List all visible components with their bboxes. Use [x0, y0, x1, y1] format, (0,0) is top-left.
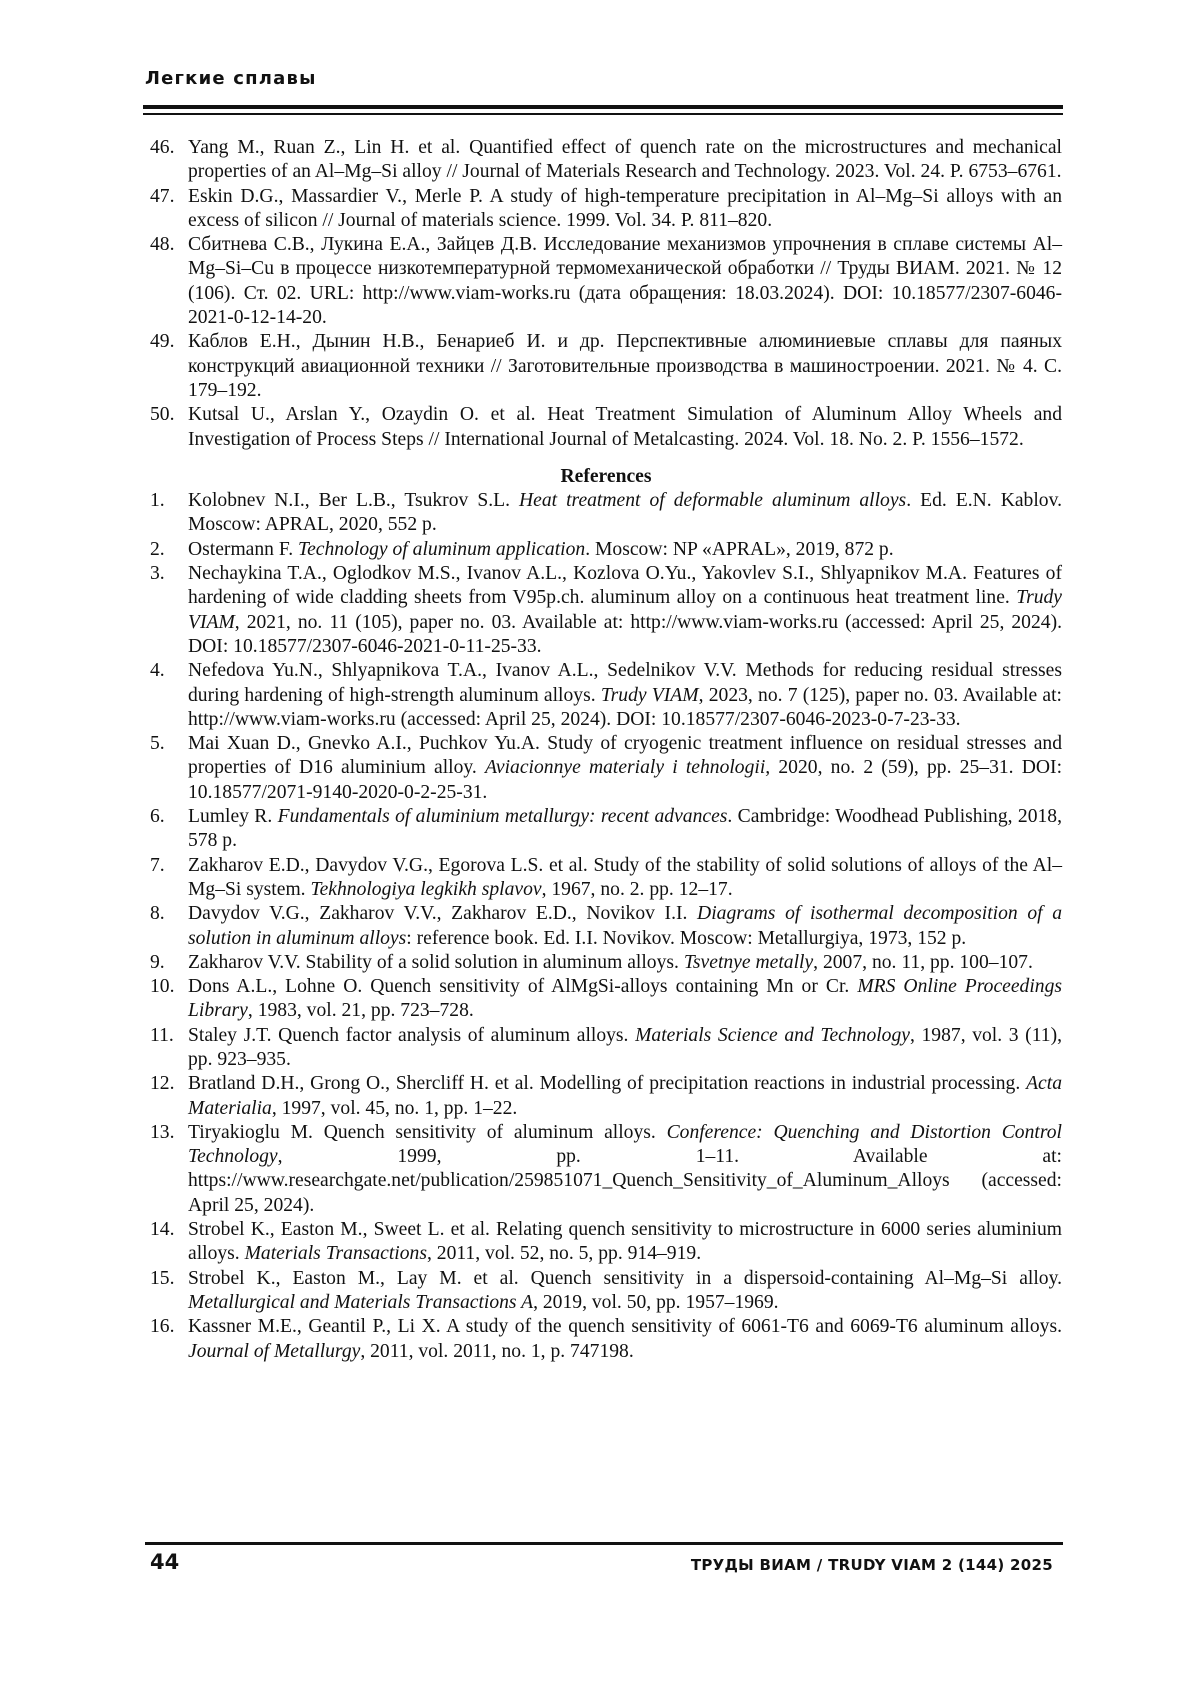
reference-text-segment: Сбитнева С.В., Лукина Е.А., Зайцев Д.В. Исследование механизмов упрочнения в сплаве системы Al–Mg–Si–Cu в процессе низкотемпературной термомеханической обработки // Труды ВИАМ. 2021. № 12 (106). Ст. 02. URL: http://www.viam-works.ru (дата обращения: 18.03.2024). DOI: 10.18577/2307-6046-2021-0-12-14-20.: [188, 234, 1062, 329]
reference-text: [188, 854, 1062, 903]
reference-number: 8.: [150, 903, 165, 925]
reference-source-title: Materials Transactions: [244, 1243, 427, 1265]
reference-source-title: Acta Materialia: [188, 1073, 1062, 1119]
reference-text: [188, 185, 1062, 234]
reference-text: [188, 902, 1062, 951]
reference-text-segment: , 1997, vol. 45, no. 1, pp. 1–22.: [271, 1097, 518, 1119]
reference-text-segment: , 1983, vol. 21, pp. 723–728.: [247, 1000, 474, 1022]
reference-source-title: Technology of aluminum application: [298, 538, 586, 560]
reference-number: 14.: [150, 1219, 175, 1241]
reference-text-segment: . Moscow: NP «APRAL», 2019, 872 p.: [585, 538, 894, 560]
reference-list-english: [150, 489, 1062, 1364]
reference-item: [150, 403, 1062, 452]
reference-item: [150, 732, 1062, 805]
reference-number: 15.: [150, 1267, 175, 1289]
reference-item: [150, 185, 1062, 234]
reference-source-title: Fundamentals of aluminium metallurgy: recent advances: [277, 806, 728, 828]
reference-item: [150, 902, 1062, 951]
reference-item: [150, 1315, 1062, 1364]
reference-text-segment: , 2011, vol. 2011, no. 1, p. 747198.: [360, 1340, 634, 1362]
journal-footer: ТРУДЫ ВИАМ / TRUDY VIAM 2 (144) 2025: [690, 1556, 1053, 1574]
reference-text-segment: Yang M., Ruan Z., Lin H. et al. Quantified effect of quench rate on the microstructures and mechanical properties of an Al–Mg–Si alloy // Journal of Materials Research and Technology. 2023. Vol. 24. P. 6753–6761.: [188, 137, 1062, 183]
reference-source-title: MRS Online Proceedings Library: [188, 976, 1062, 1022]
reference-number: 4.: [150, 660, 165, 682]
reference-item: [150, 951, 1062, 975]
reference-item: [150, 538, 1062, 562]
reference-text-segment: Lumley R.: [188, 806, 278, 828]
reference-number: 11.: [150, 1024, 174, 1046]
reference-text-segment: Kassner M.E., Geantil P., Li X. A study of the quench sensitivity of 6061-T6 and 6069-T6 aluminum alloys.: [188, 1316, 1062, 1338]
reference-source-title: Aviacionnye materialy i tehnologii,: [485, 757, 771, 779]
reference-number: 16.: [150, 1316, 175, 1338]
references-content: [150, 136, 1062, 1364]
reference-text-segment: Zakharov V.V. Stability of a solid solution in aluminum alloys.: [188, 951, 684, 973]
reference-text: [188, 1121, 1062, 1218]
reference-text-segment: , 1999, pp. 1–11. Available at: https://www.researchgate.net/publication/259851071_Quench_Sensitivity_of_Aluminum_Alloys (accessed: April 25, 2024).: [188, 1146, 1062, 1216]
reference-text-segment: , 2019, vol. 50, pp. 1957–1969.: [533, 1291, 779, 1313]
reference-text-segment: Kutsal U., Arslan Y., Ozaydin O. et al. Heat Treatment Simulation of Aluminum Alloy Wheels and Investigation of Process Steps // International Journal of Metalcasting. 2024. Vol. 18. No. 2. P. 1556–1572.: [188, 404, 1062, 450]
reference-item: [150, 489, 1062, 538]
reference-text-segment: , 2021, no. 11 (105), paper no. 03. Available at: http://www.viam-works.ru (accessed: April 25, 2024). DOI: 10.18577/2307-6046-2021-0-11-25-33.: [188, 611, 1062, 657]
reference-text: [188, 805, 1062, 854]
reference-text: [188, 403, 1062, 452]
reference-text: [188, 732, 1062, 805]
reference-source-title: Tsvetnye metally: [683, 951, 814, 973]
reference-number: 2.: [150, 538, 165, 560]
reference-number: 48.: [150, 234, 175, 256]
reference-text-segment: Bratland D.H., Grong O., Shercliff H. et al. Modelling of precipitation reactions in industrial processing.: [188, 1073, 1027, 1095]
reference-item: [150, 1121, 1062, 1218]
reference-text: [188, 136, 1062, 185]
reference-text-segment: Dons A.L., Lohne O. Quench sensitivity of AlMgSi-alloys containing Mn or Cr.: [188, 976, 858, 998]
reference-source-title: Trudy VIAM: [600, 684, 699, 706]
reference-number: 47.: [150, 185, 175, 207]
reference-text-segment: Strobel K., Easton M., Lay M. et al. Quench sensitivity in a dispersoid-containing Al–Mg–Si alloy.: [188, 1267, 1062, 1289]
reference-text: [188, 489, 1062, 538]
reference-number: 1.: [150, 490, 165, 512]
reference-text-segment: 2020, no. 2 (59), pp. 25–31. DOI: 10.18577/2071-9140-2020-0-2-25-31.: [188, 757, 1063, 803]
reference-source-title: Diagrams of isothermal decomposition of a solution in aluminum alloys: [188, 903, 1063, 949]
reference-text: [188, 1267, 1062, 1316]
reference-source-title: Heat treatment of deformable aluminum alloys: [519, 490, 907, 512]
reference-text: [188, 233, 1062, 330]
reference-number: 12.: [150, 1073, 175, 1095]
reference-text-segment: , 2007, no. 11, pp. 100–107.: [813, 951, 1033, 973]
reference-source-title: Metallurgical and Materials Transactions A: [188, 1291, 534, 1313]
reference-text-segment: Strobel K., Easton M., Sweet L. et al. Relating quench sensitivity to microstructure in 6000 series aluminium alloys.: [188, 1219, 1062, 1265]
reference-text: [188, 1024, 1062, 1073]
reference-item: [150, 562, 1062, 659]
reference-number: 46.: [150, 137, 175, 158]
reference-text-segment: Ostermann F.: [188, 538, 298, 560]
reference-source-title: Tekhnologiya legkikh splavov: [310, 878, 542, 900]
reference-source-title: Conference: Quenching and Distortion Control Technology: [188, 1121, 1062, 1168]
reference-text-segment: Nechaykina T.A., Oglodkov M.S., Ivanov A.L., Kozlova O.Yu., Yakovlev S.I., Shlyapnikov M.A. Features of hardening of wide cladding sheets from V95p.ch. aluminum alloy on a continuous heat treatment line.: [188, 563, 1062, 609]
reference-text-segment: , 2011, vol. 52, no. 5, pp. 914–919.: [426, 1243, 702, 1265]
reference-number: 9.: [150, 951, 165, 973]
reference-number: 5.: [150, 733, 165, 755]
reference-text-segment: . Cambridge: Woodhead Publishing, 2018, 578 p.: [188, 806, 1062, 852]
reference-text-segment: , 1967, no. 2. pp. 12–17.: [541, 878, 733, 900]
reference-text-segment: Mai Xuan D., Gnevko A.I., Puchkov Yu.A. Study of cryogenic treatment influence on residual stresses and properties of D16 aluminium alloy.: [188, 733, 1062, 779]
reference-item: [150, 1024, 1062, 1073]
reference-item: [150, 330, 1062, 403]
reference-item: [150, 975, 1062, 1024]
reference-number: 7.: [150, 854, 165, 876]
reference-item: [150, 1072, 1062, 1121]
reference-item: [150, 136, 1062, 185]
reference-source-title: Journal of Metallurgy: [188, 1340, 361, 1362]
reference-list-russian: [150, 136, 1062, 452]
section-title: Легкие сплавы: [145, 68, 317, 89]
reference-text-segment: : reference book. Ed. I.I. Novikov. Moscow: Metallurgiya, 1973, 152 p.: [406, 927, 967, 949]
reference-item: [150, 1218, 1062, 1267]
reference-text-segment: , 2023, no. 7 (125), paper no. 03. Available at: http://www.viam-works.ru (accessed: April 25, 2024). DOI: 10.18577/2307-6046-2023-0-7-23-33.: [188, 684, 1062, 730]
references-heading: References: [560, 465, 652, 487]
reference-source-title: Trudy VIAM: [188, 587, 1062, 633]
page-number: 44: [150, 1550, 180, 1574]
reference-number: 10.: [150, 976, 175, 998]
reference-number: 13.: [150, 1121, 175, 1143]
reference-text: [188, 562, 1062, 659]
reference-text: [188, 330, 1062, 403]
reference-item: [150, 659, 1062, 732]
reference-text: [188, 951, 1062, 975]
reference-number: 50.: [150, 404, 175, 426]
footer-rule: [145, 1542, 1063, 1545]
reference-text-segment: , 1987, vol. 3 (11), pp. 923–935.: [188, 1024, 1062, 1070]
reference-item: [150, 805, 1062, 854]
reference-text-segment: Kolobnev N.I., Ber L.B., Tsukrov S.L.: [188, 490, 519, 512]
reference-text-segment: Staley J.T. Quench factor analysis of aluminum alloys.: [188, 1024, 636, 1046]
reference-text-segment: Nefedova Yu.N., Shlyapnikova T.A., Ivanov A.L., Sedelnikov V.V. Methods for reducing residual stresses during hardening of high-strength aluminum alloys.: [188, 660, 1062, 706]
reference-number: 49.: [150, 331, 175, 353]
reference-text-segment: Каблов Е.Н., Дынин Н.В., Бенариеб И. и др. Перспективные алюминиевые сплавы для паяных конструкций авиационной техники // Заготовительные производства в машиностроении. 2021. № 4. С. 179–192.: [188, 331, 1062, 401]
reference-source-title: Materials Science and Technology: [635, 1024, 910, 1046]
reference-item: [150, 233, 1062, 330]
reference-text: [188, 1315, 1062, 1364]
reference-text-segment: Zakharov E.D., Davydov V.G., Egorova L.S. et al. Study of the stability of solid solutions of alloys of the Al–Mg–Si system.: [188, 854, 1062, 900]
reference-text: [188, 659, 1062, 732]
reference-text-segment: . Ed. E.N. Kablov. Moscow: APRAL, 2020, 552 p.: [188, 490, 1063, 536]
reference-text: [188, 975, 1062, 1024]
reference-number: 3.: [150, 563, 165, 585]
reference-text: [188, 1072, 1062, 1121]
reference-item: [150, 854, 1062, 903]
reference-text-segment: Davydov V.G., Zakharov V.V., Zakharov E.D., Novikov I.I.: [188, 903, 698, 925]
reference-text: [188, 538, 1062, 562]
reference-text-segment: Eskin D.G., Massardier V., Merle P. A study of high-temperature precipitation in Al–Mg–Si alloys with an excess of silicon // Journal of materials science. 1999. Vol. 34. P. 811–820.: [188, 185, 1062, 231]
reference-item: [150, 1267, 1062, 1316]
header-rule: [143, 105, 1063, 115]
reference-text-segment: Tiryakioglu M. Quench sensitivity of aluminum alloys.: [188, 1121, 667, 1143]
reference-text: [188, 1218, 1062, 1267]
reference-number: 6.: [150, 806, 165, 828]
